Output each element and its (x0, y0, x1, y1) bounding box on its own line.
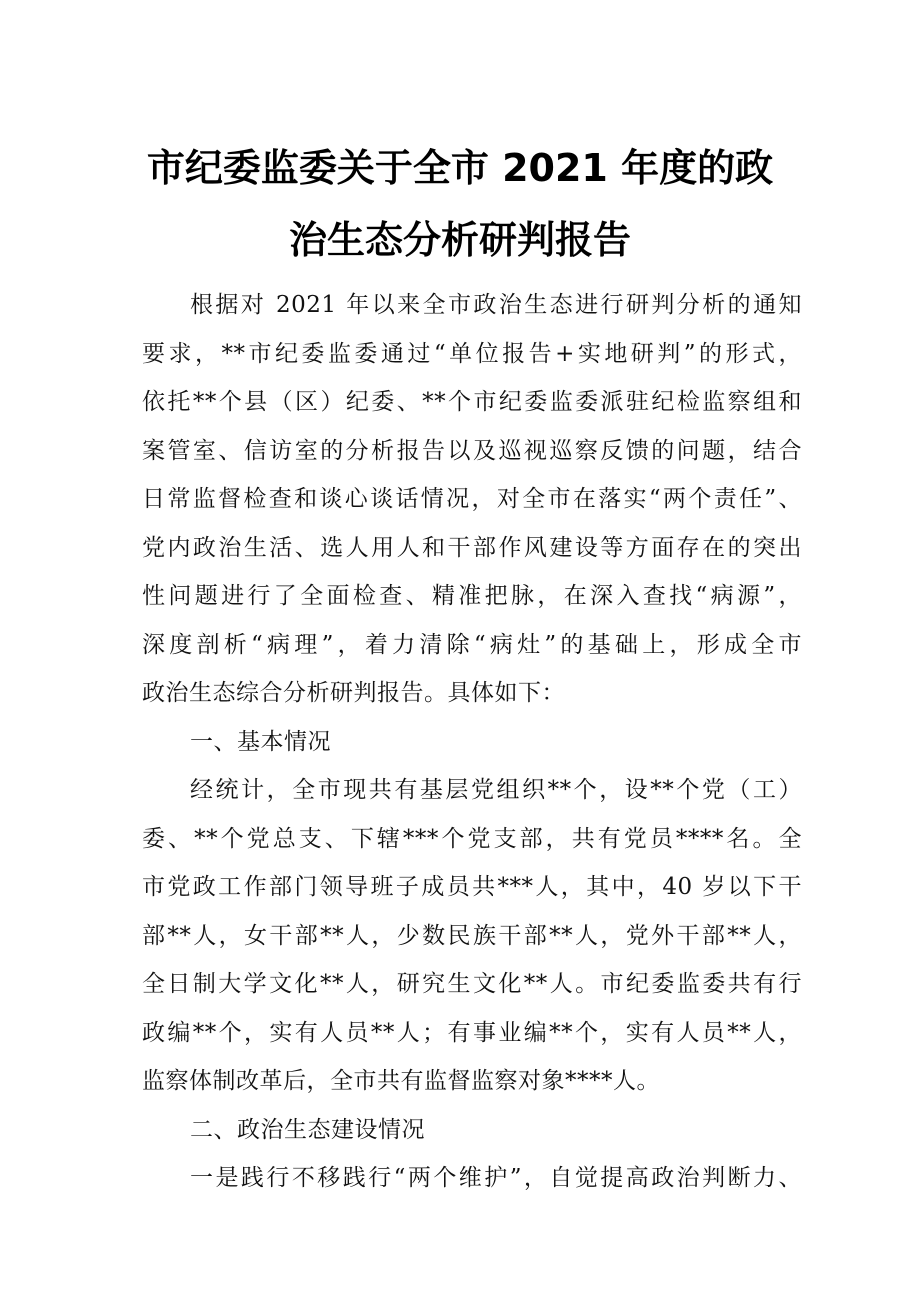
paragraph-line: 要求，**市纪委监委通过“单位报告+实地研判”的形式， (142, 341, 802, 367)
document-title-line-2: 治生态分析研判报告 (288, 218, 631, 262)
document-title-line-1: 市纪委监委关于全市 2021 年度的政 (146, 146, 774, 190)
paragraph-line: 深度剖析“病理”，着力清除“病灶”的基础上，形成全市 (142, 632, 802, 658)
paragraph-line: 性问题进行了全面检查、精准把脉，在深入查找“病源”， (142, 583, 802, 609)
paragraph-line: 政编**个，实有人员**人；有事业编**个，实有人员**人， (142, 1020, 802, 1046)
paragraph-line: 根据对 2021 年以来全市政治生态进行研判分析的通知 (190, 292, 802, 318)
paragraph-line: 经统计，全市现共有基层党组织**个，设**个党（工） (190, 777, 802, 803)
paragraph-line: 部**人，女干部**人，少数民族干部**人，党外干部**人， (142, 923, 802, 949)
paragraph-line: 全日制大学文化**人，研究生文化**人。市纪委监委共有行 (142, 971, 802, 997)
paragraph-line: 党内政治生活、选人用人和干部作风建设等方面存在的突出 (142, 535, 802, 561)
paragraph-line: 监察体制改革后，全市共有监督监察对象****人。 (142, 1068, 660, 1094)
paragraph-line: 依托**个县（区）纪委、**个市纪委监委派驻纪检监察组和 (142, 389, 802, 415)
paragraph-line: 案管室、信访室的分析报告以及巡视巡察反馈的问题，结合 (142, 438, 802, 464)
paragraph-line: 政治生态综合分析研判报告。具体如下： (142, 680, 565, 706)
section-heading-political-ecology: 二、政治生态建设情况 (190, 1117, 425, 1143)
section-heading-basic-situation: 一、基本情况 (190, 729, 331, 755)
paragraph-line: 委、**个党总支、下辖***个党支部，共有党员****名。全 (142, 826, 802, 852)
paragraph-line: 市党政工作部门领导班子成员共***人，其中，40 岁以下干 (142, 874, 802, 900)
paragraph-line: 一是践行不移践行“两个维护”，自觉提高政治判断力、 (190, 1165, 802, 1191)
paragraph-line: 日常监督检查和谈心谈话情况，对全市在落实“两个责任”、 (142, 486, 802, 512)
